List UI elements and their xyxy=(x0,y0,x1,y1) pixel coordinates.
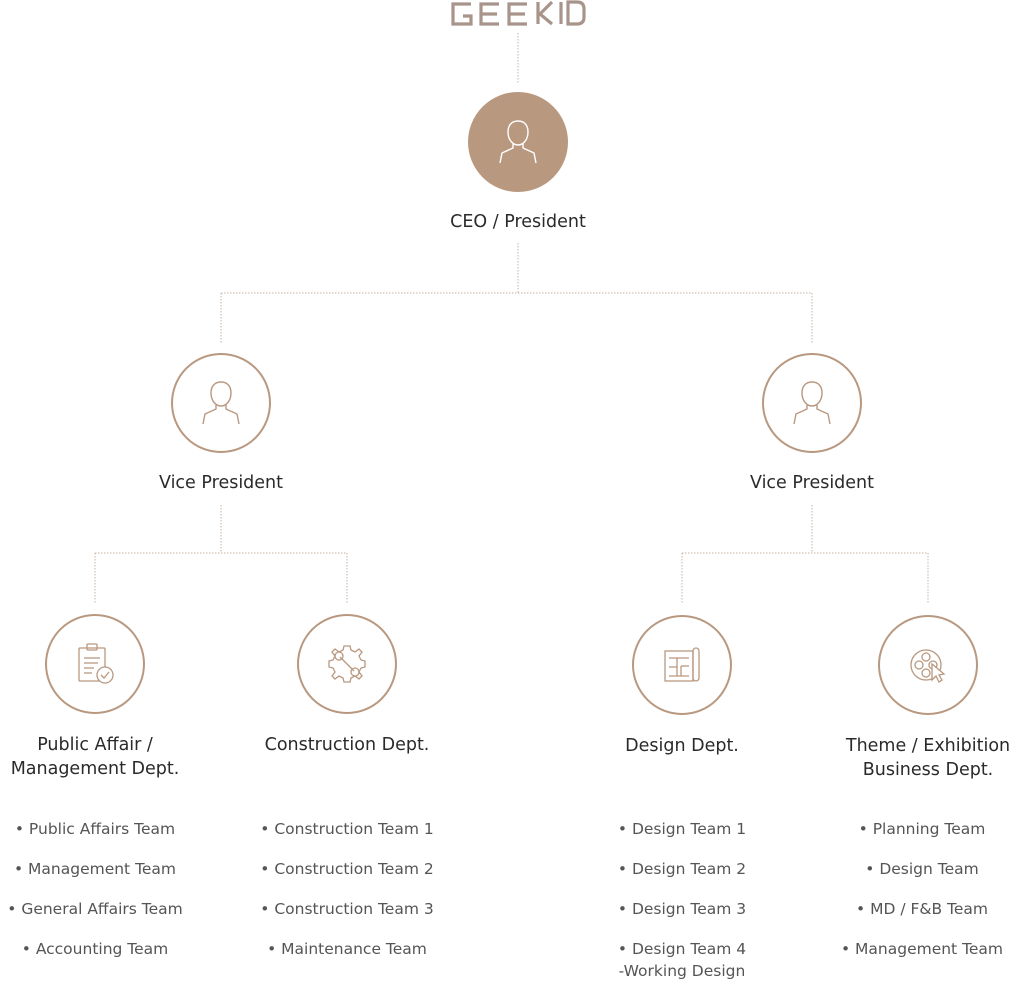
dept-title-line1: Theme / Exhibition xyxy=(845,736,1011,756)
team-item: • Maintenance Team xyxy=(247,939,447,979)
dept-design-node xyxy=(632,615,732,715)
dept-construction-node xyxy=(297,614,397,714)
dept-theme-exhibition-node xyxy=(878,615,978,715)
vice-president-node-left xyxy=(171,353,271,453)
dept-title-line2: Management Dept. xyxy=(10,759,180,779)
clipboard-check-icon xyxy=(70,639,120,689)
vice-president-title-right: Vice President xyxy=(749,473,875,493)
dept-construction-team-list xyxy=(247,819,447,979)
ceo-title: CEO / President xyxy=(450,212,586,232)
dept-public-affair-title xyxy=(0,733,195,781)
team-item: • Construction Team 2 xyxy=(247,859,447,899)
ceo-node xyxy=(468,92,568,192)
team-item: • Management Team xyxy=(828,939,1016,979)
dept-public-affair-node xyxy=(45,614,145,714)
person-icon xyxy=(790,379,834,427)
blueprint-icon xyxy=(657,640,707,690)
team-item: • Planning Team xyxy=(828,819,1016,859)
team-item-label: Design Team 4 xyxy=(631,940,747,958)
team-item: • Accounting Team xyxy=(0,939,195,979)
team-item: • Design Team xyxy=(828,859,1016,899)
dept-title-line1: Construction Dept. xyxy=(264,735,430,755)
vice-president-node-right xyxy=(762,353,862,453)
team-item: • Design Team 2 xyxy=(582,859,782,899)
team-item: • Management Team xyxy=(0,859,195,899)
dept-title-line1: Public Affair / xyxy=(37,735,153,755)
dept-theme-exhibition-title xyxy=(828,734,1016,782)
dept-construction-title xyxy=(247,733,447,757)
team-item-sub: -Working Design xyxy=(618,962,746,980)
film-reel-icon xyxy=(903,640,953,690)
dept-theme-exhibition-team-list xyxy=(828,819,1016,979)
team-item: • Design Team 1 xyxy=(582,819,782,859)
vice-president-title-left: Vice President xyxy=(158,473,284,493)
team-item: • Construction Team 3 xyxy=(247,899,447,939)
dept-design-team-list xyxy=(582,819,782,979)
person-icon xyxy=(496,118,540,166)
team-item: • Design Team 3 xyxy=(582,899,782,939)
dept-design-title xyxy=(582,734,782,758)
team-item: • Public Affairs Team xyxy=(0,819,195,859)
gear-wrench-icon xyxy=(322,639,372,689)
team-item: • General Affairs Team xyxy=(0,899,195,939)
person-icon xyxy=(199,379,243,427)
dept-public-affair-team-list xyxy=(0,819,195,979)
team-item: • MD / F&B Team xyxy=(828,899,1016,939)
team-item: • Construction Team 1 xyxy=(247,819,447,859)
team-item xyxy=(582,939,782,979)
dept-title-line2: Business Dept. xyxy=(862,760,994,780)
dept-title-line1: Design Dept. xyxy=(625,736,739,756)
